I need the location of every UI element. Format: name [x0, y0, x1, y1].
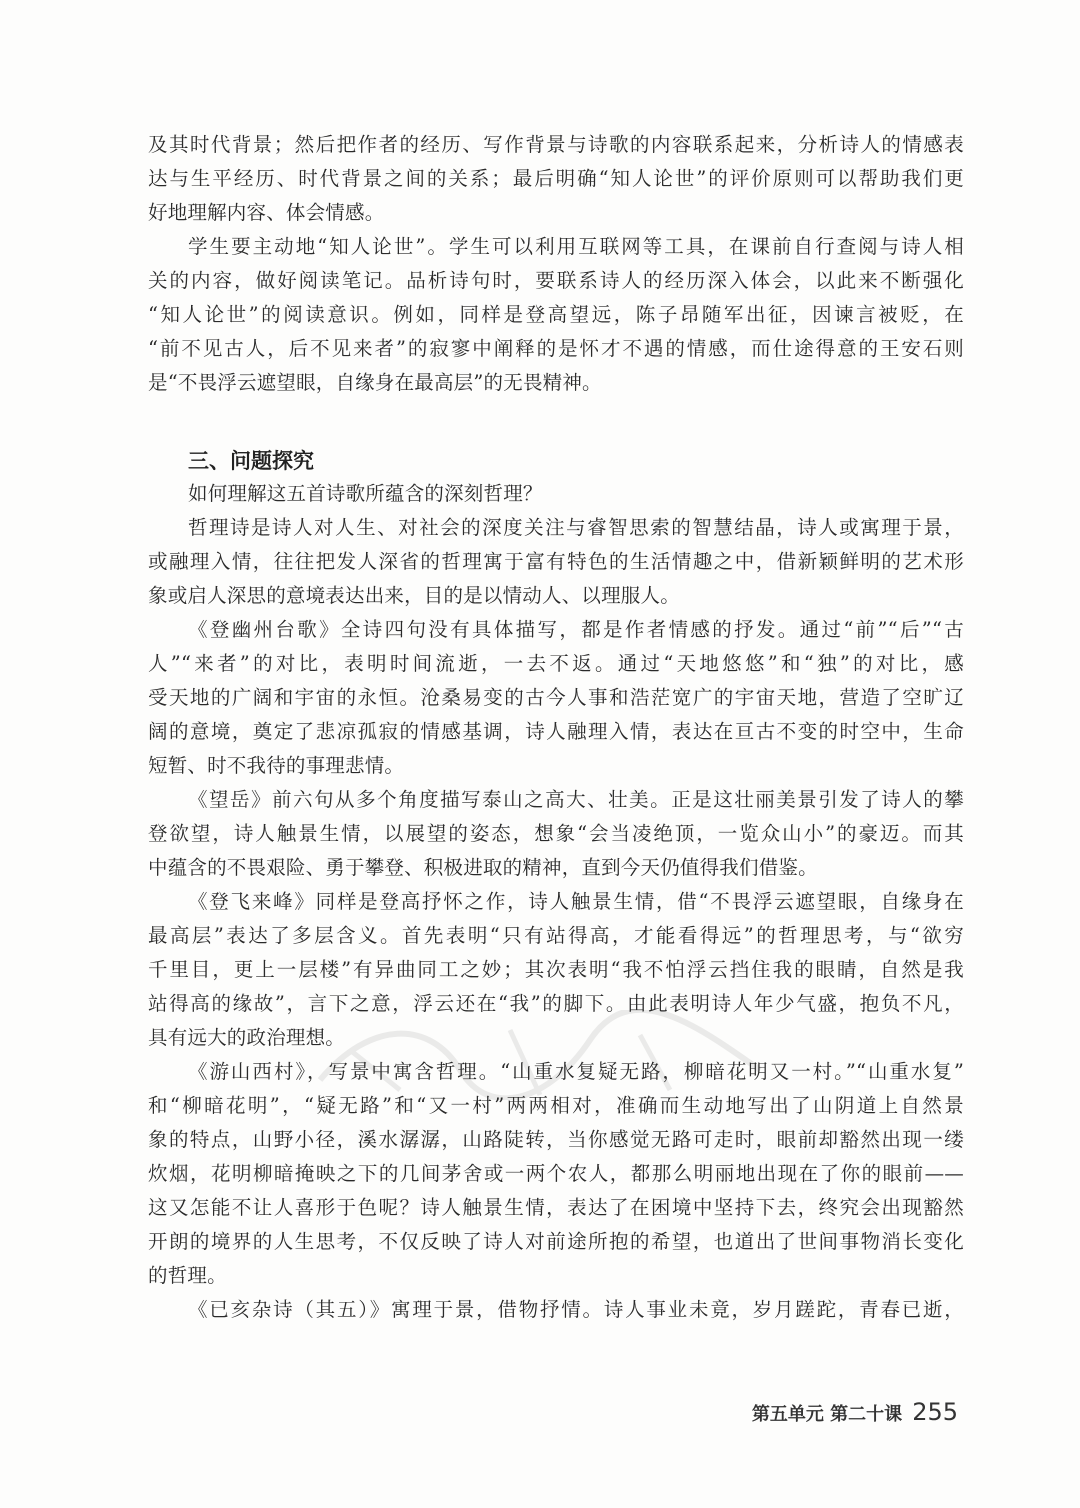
section-heading: 三、问题探究 [188, 449, 314, 473]
text-line: 和“柳暗花明”，“疑无路”和“又一村”两两相对，准确而生动地写出了山阴道上自然景 [148, 1094, 964, 1117]
text-line: 阔的意境，奠定了悲凉孤寂的情感基调，诗人融理入情，表达在亘古不变的时空中，生命 [148, 720, 964, 743]
text-line: 《已亥杂诗（其五）》寓理于景，借物抒情。诗人事业未竟，岁月蹉跎，青春已逝， [188, 1298, 964, 1321]
text-line: 开朗的境界的人生思考，不仅反映了诗人对前途所抱的希望，也道出了世间事物消长变化 [148, 1230, 964, 1253]
text-line: 学生要主动地“知人论世”。学生可以利用互联网等工具，在课前自行查阅与诗人相 [188, 235, 964, 258]
text-line: 具有远大的政治理想。 [148, 1026, 346, 1049]
page-number: 255 [912, 1398, 958, 1426]
text-line: 的哲理。 [148, 1264, 227, 1287]
text-line: 短暂、时不我待的事理悲情。 [148, 754, 405, 777]
paragraph-block-1 [148, 128, 964, 400]
text-line: 《望岳》前六句从多个角度描写泰山之高大、壮美。正是这壮丽美景引发了诗人的攀 [188, 788, 964, 811]
text-line: 象或启人深思的意境表达出来，目的是以情动人、以理服人。 [148, 584, 680, 607]
text-line: “前不见古人，后不见来者”的寂寥中阐释的是怀才不遇的情感，而仕途得意的王安石则 [148, 337, 964, 360]
text-line: 站得高的缘故”，言下之意，浮云还在“我”的脚下。由此表明诗人年少气盛，抱负不凡， [148, 992, 964, 1015]
text-line: 受天地的广阔和宇宙的永恒。沧桑易变的古今人事和浩茫宽广的宇宙天地，营造了空旷辽 [148, 686, 964, 709]
text-line: 这又怎能不让人喜形于色呢？诗人触景生情，表达了在困境中坚持下去，终究会出现豁然 [148, 1196, 964, 1219]
text-line: 及其时代背景；然后把作者的经历、写作背景与诗歌的内容联系起来，分析诗人的情感表 [148, 133, 964, 156]
text-line: 人”“来者”的对比，表明时间流逝，一去不返。通过“天地悠悠”和“独”的对比，感 [148, 652, 964, 675]
text-line: 达与生平经历、时代背景之间的关系；最后明确“知人论世”的评价原则可以帮助我们更 [148, 167, 964, 190]
text-line: 《登幽州台歌》全诗四句没有具体描写，都是作者情感的抒发。通过“前”“后”“古 [188, 618, 964, 641]
text-line: 关的内容，做好阅读笔记。品析诗句时，要联系诗人的经历深入体会，以此来不断强化 [148, 269, 964, 292]
text-line: 登欲望，诗人触景生情，以展望的姿态，想象“会当凌绝顶，一览众山小”的豪迈。而其 [148, 822, 964, 845]
text-line: 好地理解内容、体会情感。 [148, 201, 385, 224]
page-footer [752, 1392, 958, 1432]
text-line: 《登飞来峰》同样是登高抒怀之作，诗人触景生情，借“不畏浮云遮望眼，自缘身在 [188, 890, 964, 913]
text-line: 中蕴含的不畏艰险、勇于攀登、积极进取的精神，直到今天仍值得我们借鉴。 [148, 856, 818, 879]
text-line: 或融理入情，往往把发人深省的哲理寓于富有特色的生活情趣之中，借新颖鲜明的艺术形 [148, 550, 964, 573]
text-line: “知人论世”的阅读意识。例如，同样是登高望远，陈子昂随军出征，因谏言被贬，在 [148, 303, 964, 326]
text-line: 千里目，更上一层楼”有异曲同工之妙；其次表明“我不怕浮云挡住我的眼睛，自然是我 [148, 958, 964, 981]
text-line: 是“不畏浮云遮望眼，自缘身在最高层”的无畏精神。 [148, 371, 602, 394]
text-line: 《游山西村》，写景中寓含哲理。“山重水复疑无路，柳暗花明又一村。”“山重水复” [188, 1060, 964, 1083]
paragraph-block-2 [148, 477, 964, 1327]
text-line: 象的特点，山野小径，溪水潺潺，山路陡转，当你感觉无路可走时，眼前却豁然出现一缕 [148, 1128, 964, 1151]
text-line: 炊烟，花明柳暗掩映之下的几间茅舍或一两个农人，都那么明丽地出现在了你的眼前—— [148, 1162, 964, 1185]
unit-lesson-label: 第五单元 第二十课 [751, 1404, 903, 1425]
question-line: 如何理解这五首诗歌所蕴含的深刻哲理？ [188, 482, 543, 505]
text-line: 最高层”表达了多层含义。首先表明“只有站得高，才能看得远”的哲理思考，与“欲穷 [148, 924, 964, 947]
text-line: 哲理诗是诗人对人生、对社会的深度关注与睿智思索的智慧结晶，诗人或寓理于景， [188, 516, 964, 539]
